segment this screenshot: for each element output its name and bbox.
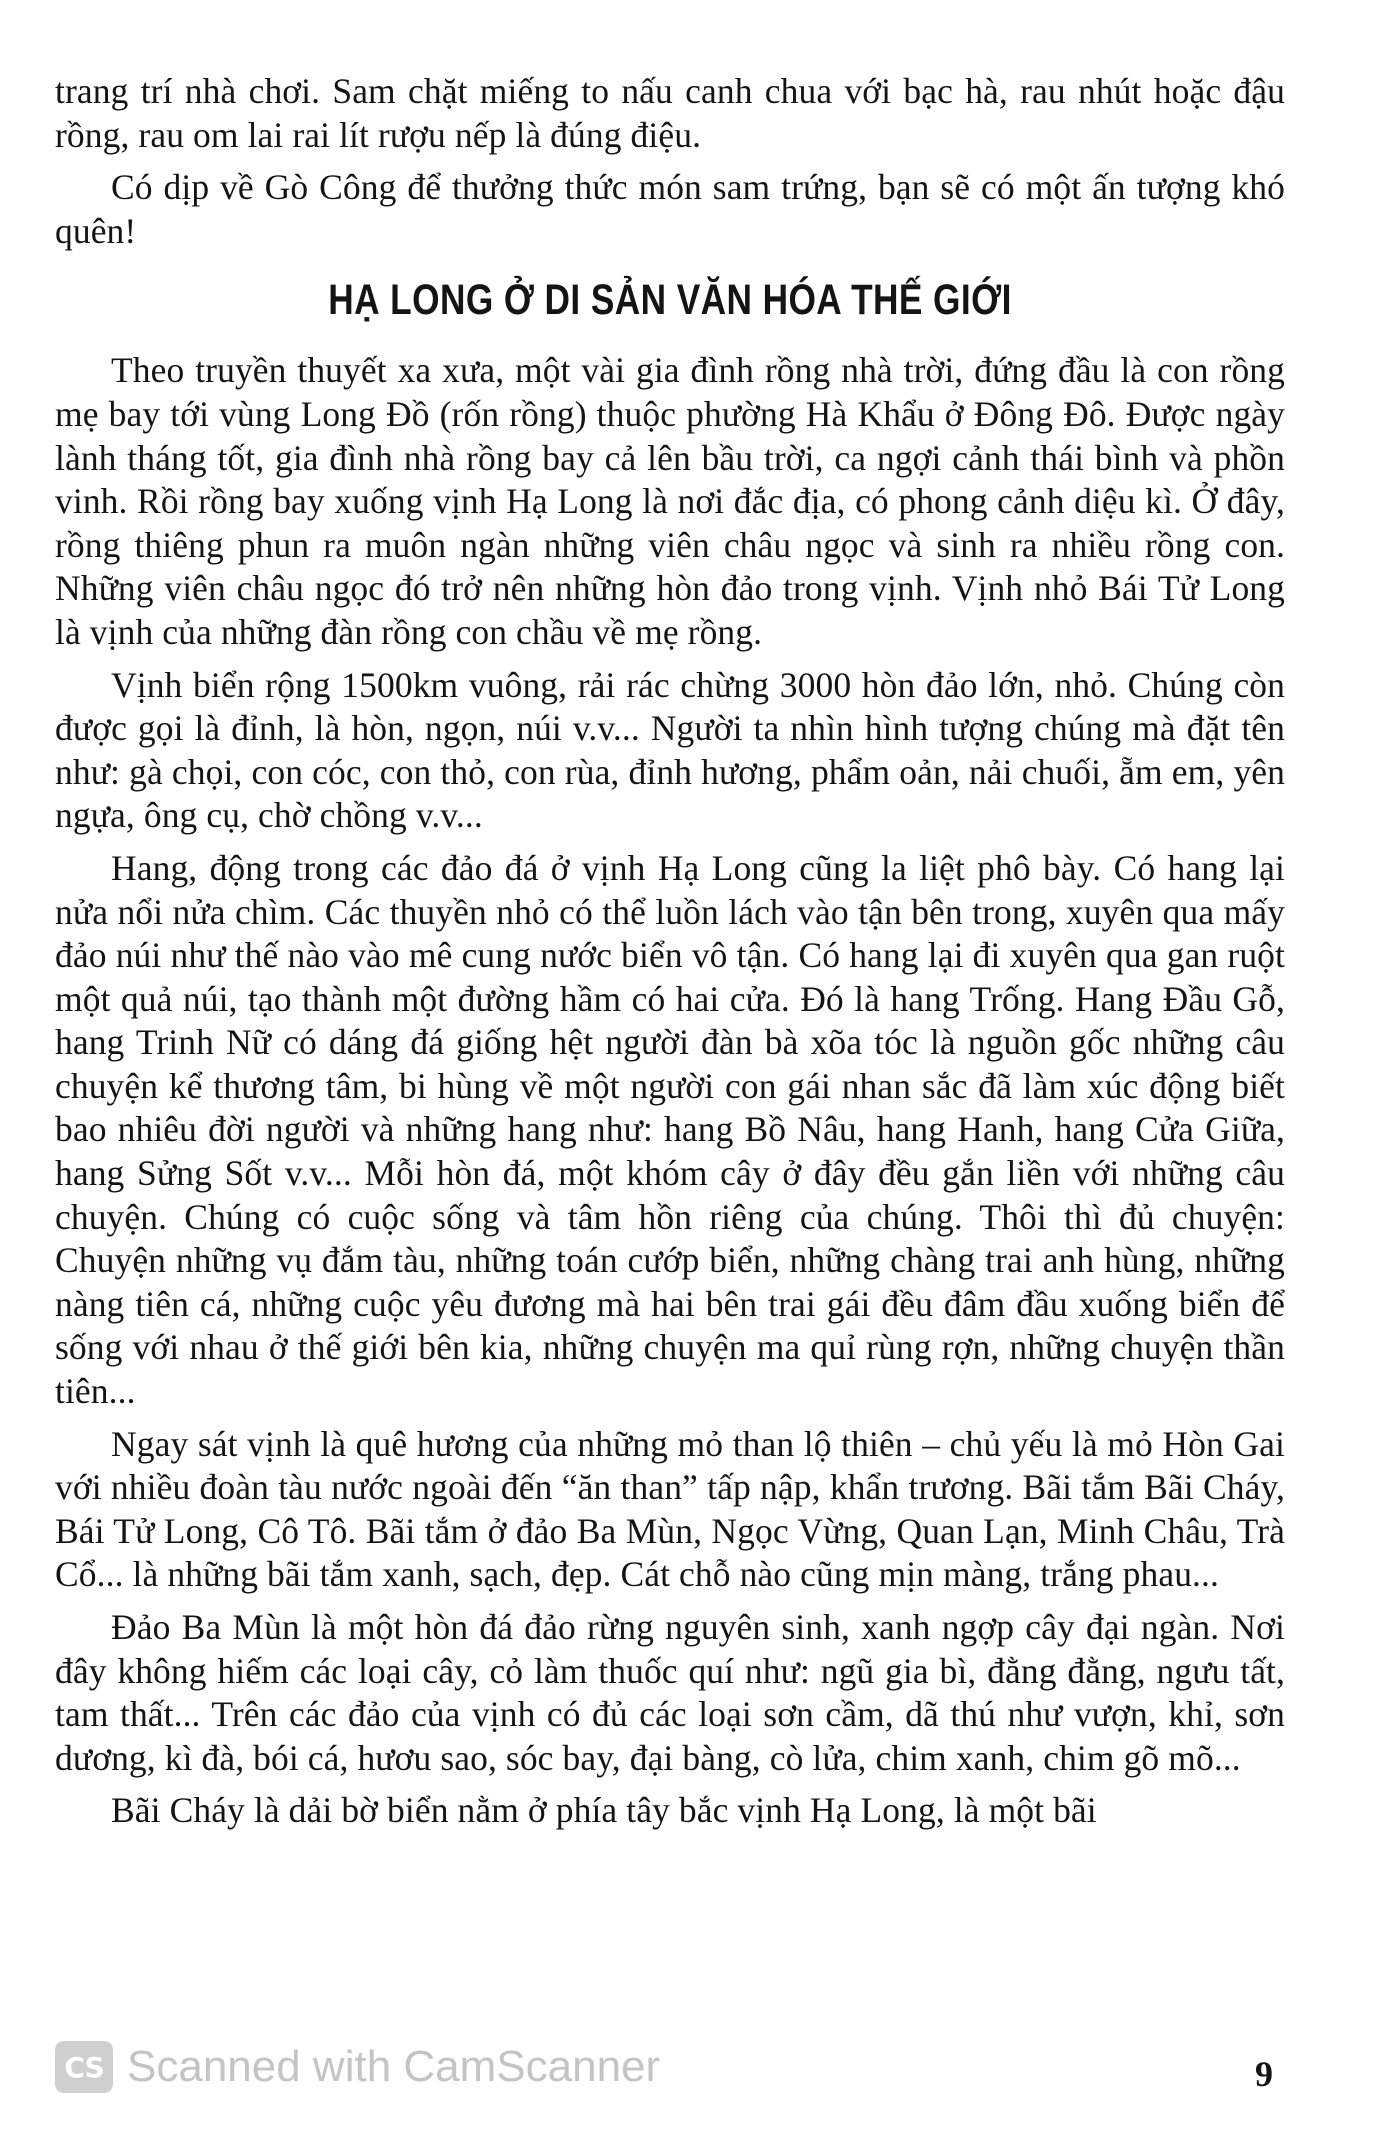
paragraph-go-cong: Có dịp về Gò Công để thưởng thức món sam trứng, bạn sẽ có một ấn tượng khó quên! bbox=[55, 167, 1285, 251]
paragraph-bay-area: Vịnh biển rộng 1500km vuông, rải rác chừng 3000 hòn đảo lớn, nhỏ. Chúng còn được gọi là đỉnh, là hòn, ngọn, núi v.v... Người ta nhìn hình tượng chúng mà đặt tên như: gà chọi, con cóc, con thỏ, con rùa, đỉnh hương, phẩm oản, nải chuối, ẵm em, yên ngựa, ông cụ, chờ chồng v.v... bbox=[55, 664, 1285, 836]
paragraph-legend: Theo truyền thuyết xa xưa, một vài gia đình rồng nhà trời, đứng đầu là con rồng mẹ bay tới vùng Long Đồ (rốn rồng) thuộc phường Hà Khẩu ở Đông Đô. Được ngày lành tháng tốt, gia đình nhà rồng bay cả lên bầu trời, ca ngợi cảnh thái bình và phồn vinh. Rồi rồng bay xuống vịnh Hạ Long là nơi đắc địa, có phong cảnh diệu kì. Ở đây, rồng thiêng phun ra muôn ngàn những viên châu ngọc và sinh ra nhiều rồng con. Những viên châu ngọc đó trở nên những hòn đảo trong vịnh. Vịnh nhỏ Bái Tử Long là vịnh của những đàn rồng con chầu về mẹ rồng. bbox=[55, 350, 1285, 652]
section-heading: HẠ LONG Ở DI SẢN VĂN HÓA THẾ GIỚI bbox=[328, 276, 1012, 325]
text-column bbox=[55, 70, 1285, 1833]
paragraph-coal-mines: Ngay sát vịnh là quê hương của những mỏ than lộ thiên – chủ yếu là mỏ Hòn Gai với nhiều đoàn tàu nước ngoài đến “ăn than” tấp nập, khẩn trương. Bãi tắm Bãi Cháy, Bái Tử Long, Cô Tô. Bãi tắm ở đảo Ba Mùn, Ngọc Vừng, Quan Lạn, Minh Châu, Trà Cổ... là những bãi tắm xanh, sạch, đẹp. Cát chỗ nào cũng mịn màng, trắng phau... bbox=[55, 1423, 1285, 1595]
paragraph-caves: Hang, động trong các đảo đá ở vịnh Hạ Long cũng la liệt phô bày. Có hang lại nửa nổi nửa chìm. Các thuyền nhỏ có thể luồn lách vào tận bên trong, xuyên qua mấy đảo núi như thế nào vào mê cung nước biển vô tận. Có hang lại đi xuyên qua gan ruột một quả núi, tạo thành một đường hầm có hai cửa. Đó là hang Trống. Hang Đầu Gỗ, hang Trinh Nữ có dáng đá giống hệt người đàn bà xõa tóc là nguồn gốc những câu chuyện kể thương tâm, bi hùng về một người con gái nhan sắc đã làm xúc động biết bao nhiêu đời người và những hang như: hang Bồ Nâu, hang Hanh, hang Cửa Giữa, hang Sửng Sốt v.v... Mỗi hòn đá, một khóm cây ở đây đều gắn liền với những câu chuyện. Chúng có cuộc sống và tâm hồn riêng của chúng. Thôi thì đủ chuyện: Chuyện những vụ đắm tàu, những toán cướp biển, những chàng trai anh hùng, những nàng tiên cá, những cuộc yêu đương mà hai bên trai gái đều đâm đầu xuống biển để sống với nhau ở thế giới bên kia, những chuyện ma quỉ rùng rợn, những chuyện thần tiên... bbox=[55, 847, 1285, 1412]
paragraph-bai-chay: Bãi Cháy là dải bờ biển nằm ở phía tây bắc vịnh Hạ Long, là một bãi bbox=[111, 1790, 1097, 1831]
paragraph-ba-mun: Đảo Ba Mùn là một hòn đá đảo rừng nguyên sinh, xanh ngợp cây đại ngàn. Nơi đây không hiếm các loại cây, cỏ làm thuốc quí như: ngũ gia bì, đằng đằng, ngưu tất, tam thất... Trên các đảo của vịnh có đủ các loại sơn cầm, dã thú như vượn, khỉ, sơn dương, kì đà, bói cá, hươu sao, sóc bay, đại bàng, cò lửa, chim xanh, chim gõ mõ... bbox=[55, 1607, 1285, 1778]
paragraph-continued: trang trí nhà chơi. Sam chặt miếng to nấu canh chua với bạc hà, rau nhút hoặc đậu rồng, rau om lai rai lít rượu nếp là đúng điệu. bbox=[55, 71, 1285, 155]
camscanner-logo-icon: CS bbox=[55, 2041, 113, 2093]
page-number: 9 bbox=[1255, 2054, 1273, 2094]
camscanner-watermark bbox=[55, 2037, 660, 2097]
watermark-text: Scanned with CamScanner bbox=[127, 2042, 661, 2091]
